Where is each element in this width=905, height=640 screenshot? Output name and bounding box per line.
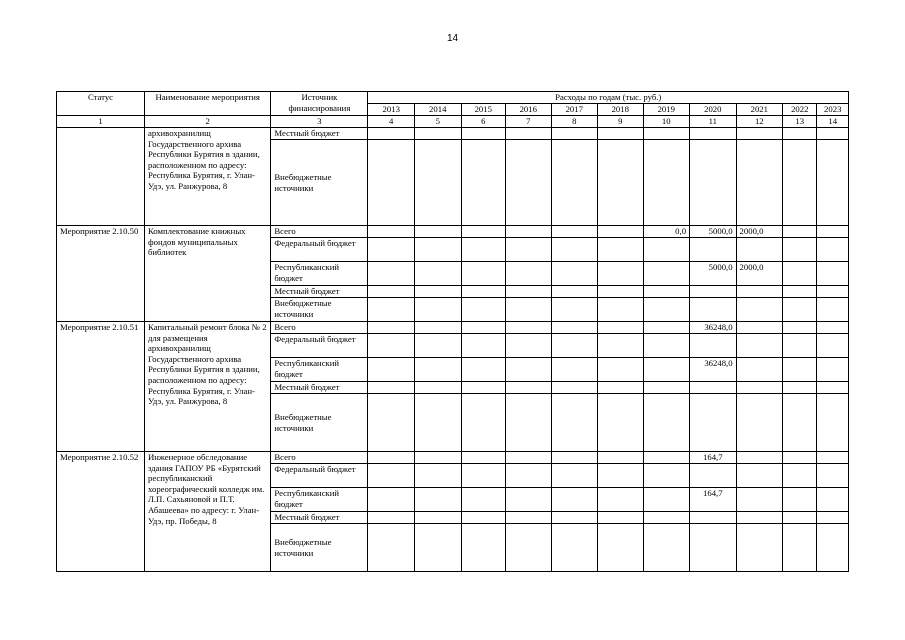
empty-cell (736, 394, 783, 452)
empty-cell (551, 524, 598, 572)
empty-cell (736, 322, 783, 334)
empty-cell (414, 358, 461, 382)
empty-cell (414, 512, 461, 524)
empty-cell (551, 322, 598, 334)
empty-cell (783, 298, 817, 322)
year-2015: 2015 (461, 104, 506, 116)
empty-cell (598, 512, 644, 524)
empty-cell (736, 286, 783, 298)
empty-cell (414, 322, 461, 334)
activity-name: архивохранилищ Государственного архива Республики Бурятия в здании, расположенном по адресу: Республика Бурятия, г. Улан-Удэ, ул. Ранжурова, 8 (144, 128, 270, 226)
empty-cell (598, 524, 644, 572)
empty-cell (598, 464, 644, 488)
source-cell: Внебюджетные источники (271, 524, 368, 572)
empty-cell (817, 382, 849, 394)
empty-cell (368, 524, 415, 572)
status-cell (57, 128, 145, 226)
empty-cell (643, 382, 690, 394)
empty-cell (551, 128, 598, 140)
empty-cell (690, 298, 737, 322)
empty-cell (368, 464, 415, 488)
empty-cell (783, 128, 817, 140)
empty-cell (598, 262, 644, 286)
empty-cell (414, 226, 461, 238)
empty-cell (598, 286, 644, 298)
source-cell: Республиканский бюджет (271, 488, 368, 512)
empty-cell (598, 358, 644, 382)
empty-cell (643, 512, 690, 524)
empty-cell (551, 488, 598, 512)
empty-cell (414, 524, 461, 572)
empty-cell (461, 262, 506, 286)
empty-cell (506, 128, 552, 140)
empty-cell (551, 286, 598, 298)
source-cell: Федеральный бюджет (271, 334, 368, 358)
empty-cell (506, 358, 552, 382)
empty-cell (461, 464, 506, 488)
empty-cell (736, 140, 783, 226)
empty-cell (690, 238, 737, 262)
empty-cell (551, 512, 598, 524)
empty-cell (368, 394, 415, 452)
col-number: 3 (271, 116, 368, 128)
empty-cell (690, 524, 737, 572)
empty-cell (506, 262, 552, 286)
empty-cell (461, 394, 506, 452)
source-cell: Внебюджетные источники (271, 298, 368, 322)
empty-cell (817, 394, 849, 452)
year-2022: 2022 (783, 104, 817, 116)
empty-cell (506, 464, 552, 488)
source-cell: Местный бюджет (271, 382, 368, 394)
empty-cell (551, 394, 598, 452)
empty-cell (461, 286, 506, 298)
empty-cell (461, 358, 506, 382)
empty-cell (783, 140, 817, 226)
empty-cell (368, 262, 415, 286)
empty-cell (817, 524, 849, 572)
empty-cell (414, 488, 461, 512)
header-row-1 (57, 92, 849, 104)
col-number: 14 (817, 116, 849, 128)
column-numbers-row (57, 116, 849, 128)
empty-cell (414, 464, 461, 488)
empty-cell (817, 512, 849, 524)
empty-cell (506, 226, 552, 238)
empty-cell (414, 262, 461, 286)
col-number: 5 (414, 116, 461, 128)
empty-cell (643, 322, 690, 334)
empty-cell (817, 452, 849, 464)
empty-cell (783, 334, 817, 358)
empty-cell (690, 394, 737, 452)
empty-cell (368, 128, 415, 140)
value-cell: 36248,0 (690, 358, 737, 382)
empty-cell (368, 382, 415, 394)
empty-cell (690, 286, 737, 298)
empty-cell (368, 452, 415, 464)
empty-cell (783, 238, 817, 262)
empty-cell (817, 464, 849, 488)
status-cell: Мероприятие 2.10.50 (57, 226, 145, 322)
col-number: 1 (57, 116, 145, 128)
empty-cell (690, 140, 737, 226)
empty-cell (551, 298, 598, 322)
empty-cell (783, 226, 817, 238)
header-expenses: Расходы по годам (тыс. руб.) (368, 92, 849, 104)
empty-cell (506, 298, 552, 322)
empty-cell (817, 128, 849, 140)
empty-cell (783, 394, 817, 452)
page-number: 14 (446, 33, 459, 44)
empty-cell (817, 238, 849, 262)
empty-cell (461, 524, 506, 572)
status-cell: Мероприятие 2.10.51 (57, 322, 145, 452)
value-cell: 2000,0 (736, 226, 783, 238)
empty-cell (506, 524, 552, 572)
empty-cell (736, 334, 783, 358)
empty-cell (598, 488, 644, 512)
empty-cell (506, 382, 552, 394)
empty-cell (414, 334, 461, 358)
empty-cell (783, 464, 817, 488)
col-number: 7 (506, 116, 552, 128)
value-cell: 5000,0 (690, 262, 737, 286)
empty-cell (551, 452, 598, 464)
year-2019: 2019 (643, 104, 690, 116)
header-status: Статус (57, 92, 145, 116)
empty-cell (817, 358, 849, 382)
empty-cell (736, 382, 783, 394)
empty-cell (506, 140, 552, 226)
empty-cell (783, 286, 817, 298)
table-row (57, 128, 849, 140)
empty-cell (414, 394, 461, 452)
empty-cell (643, 128, 690, 140)
empty-cell (461, 512, 506, 524)
source-cell: Федеральный бюджет (271, 464, 368, 488)
empty-cell (736, 358, 783, 382)
empty-cell (414, 140, 461, 226)
empty-cell (598, 452, 644, 464)
empty-cell (598, 140, 644, 226)
empty-cell (783, 262, 817, 286)
empty-cell (461, 226, 506, 238)
empty-cell (551, 238, 598, 262)
year-2023: 2023 (817, 104, 849, 116)
empty-cell (414, 238, 461, 262)
empty-cell (643, 298, 690, 322)
empty-cell (368, 334, 415, 358)
activity-name: Капитальный ремонт блока № 2 для размещения архивохранилищ Государственного архива Республики Бурятия в здании, расположенном по адресу: Республика Бурятия, г. Улан-Удэ, ул. Ранжурова, 8 (144, 322, 270, 452)
empty-cell (690, 128, 737, 140)
value-cell: 164,7 (690, 452, 737, 464)
empty-cell (461, 238, 506, 262)
empty-cell (817, 334, 849, 358)
empty-cell (783, 382, 817, 394)
empty-cell (551, 358, 598, 382)
col-number: 12 (736, 116, 783, 128)
empty-cell (506, 452, 552, 464)
empty-cell (414, 128, 461, 140)
empty-cell (817, 262, 849, 286)
empty-cell (643, 464, 690, 488)
year-2016: 2016 (506, 104, 552, 116)
col-number: 9 (598, 116, 644, 128)
empty-cell (736, 238, 783, 262)
empty-cell (506, 334, 552, 358)
empty-cell (783, 358, 817, 382)
header-name: Наименование мероприятия (144, 92, 270, 116)
empty-cell (368, 226, 415, 238)
empty-cell (783, 512, 817, 524)
empty-cell (643, 358, 690, 382)
year-2013: 2013 (368, 104, 415, 116)
empty-cell (736, 128, 783, 140)
empty-cell (643, 140, 690, 226)
empty-cell (817, 488, 849, 512)
empty-cell (736, 464, 783, 488)
source-cell: Местный бюджет (271, 128, 368, 140)
year-2021: 2021 (736, 104, 783, 116)
empty-cell (598, 334, 644, 358)
empty-cell (414, 452, 461, 464)
source-cell: Всего (271, 226, 368, 238)
empty-cell (643, 286, 690, 298)
source-cell: Местный бюджет (271, 512, 368, 524)
value-cell: 36248,0 (690, 322, 737, 334)
empty-cell (506, 512, 552, 524)
source-cell: Всего (271, 322, 368, 334)
table-row (57, 452, 849, 464)
table-row (57, 226, 849, 238)
empty-cell (506, 394, 552, 452)
empty-cell (598, 394, 644, 452)
value-cell: 0,0 (643, 226, 690, 238)
empty-cell (368, 358, 415, 382)
empty-cell (598, 322, 644, 334)
empty-cell (643, 488, 690, 512)
empty-cell (368, 488, 415, 512)
empty-cell (368, 140, 415, 226)
empty-cell (368, 298, 415, 322)
empty-cell (598, 298, 644, 322)
source-cell: Республиканский бюджет (271, 358, 368, 382)
budget-table (56, 91, 849, 572)
source-cell: Республиканский бюджет (271, 262, 368, 286)
empty-cell (368, 512, 415, 524)
empty-cell (690, 464, 737, 488)
empty-cell (736, 452, 783, 464)
empty-cell (783, 452, 817, 464)
empty-cell (783, 322, 817, 334)
empty-cell (643, 262, 690, 286)
empty-cell (643, 334, 690, 358)
year-2017: 2017 (551, 104, 598, 116)
empty-cell (783, 524, 817, 572)
source-cell: Федеральный бюджет (271, 238, 368, 262)
activity-name: Комплектование книжных фондов муниципальных библиотек (144, 226, 270, 322)
empty-cell (461, 298, 506, 322)
empty-cell (598, 226, 644, 238)
empty-cell (598, 128, 644, 140)
empty-cell (461, 488, 506, 512)
empty-cell (461, 334, 506, 358)
empty-cell (817, 322, 849, 334)
empty-cell (506, 286, 552, 298)
empty-cell (506, 488, 552, 512)
empty-cell (690, 512, 737, 524)
empty-cell (817, 140, 849, 226)
empty-cell (817, 298, 849, 322)
empty-cell (598, 382, 644, 394)
col-number: 6 (461, 116, 506, 128)
empty-cell (736, 524, 783, 572)
empty-cell (551, 464, 598, 488)
empty-cell (551, 262, 598, 286)
col-number: 4 (368, 116, 415, 128)
table-row (57, 322, 849, 334)
source-cell: Всего (271, 452, 368, 464)
empty-cell (368, 286, 415, 298)
value-cell: 2000,0 (736, 262, 783, 286)
empty-cell (817, 226, 849, 238)
empty-cell (461, 382, 506, 394)
empty-cell (817, 286, 849, 298)
empty-cell (736, 488, 783, 512)
year-2014: 2014 (414, 104, 461, 116)
empty-cell (690, 334, 737, 358)
col-number: 11 (690, 116, 737, 128)
empty-cell (736, 298, 783, 322)
col-number: 2 (144, 116, 270, 128)
empty-cell (506, 322, 552, 334)
source-cell: Внебюджетные источники (271, 140, 368, 226)
empty-cell (643, 238, 690, 262)
empty-cell (414, 298, 461, 322)
empty-cell (506, 238, 552, 262)
empty-cell (643, 394, 690, 452)
col-number: 10 (643, 116, 690, 128)
empty-cell (551, 382, 598, 394)
empty-cell (551, 140, 598, 226)
empty-cell (461, 128, 506, 140)
empty-cell (598, 238, 644, 262)
source-cell: Местный бюджет (271, 286, 368, 298)
empty-cell (461, 452, 506, 464)
header-source: Источник финансирования (271, 92, 368, 116)
empty-cell (368, 238, 415, 262)
empty-cell (690, 382, 737, 394)
value-cell: 164,7 (690, 488, 737, 512)
year-2020: 2020 (690, 104, 737, 116)
col-number: 8 (551, 116, 598, 128)
empty-cell (414, 382, 461, 394)
empty-cell (461, 140, 506, 226)
activity-name: Инженерное обследование здания ГАПОУ РБ «Бурятский республиканский хореографический колледж им. Л.П. Сахьяновой и П.Т. Абашеева» по адресу: г. Улан-Удэ, пр. Победы, 8 (144, 452, 270, 572)
empty-cell (736, 512, 783, 524)
empty-cell (643, 524, 690, 572)
empty-cell (551, 226, 598, 238)
empty-cell (368, 322, 415, 334)
empty-cell (643, 452, 690, 464)
empty-cell (783, 488, 817, 512)
col-number: 13 (783, 116, 817, 128)
status-cell: Мероприятие 2.10.52 (57, 452, 145, 572)
year-2018: 2018 (598, 104, 644, 116)
empty-cell (551, 334, 598, 358)
source-cell: Внебюджетные источники (271, 394, 368, 452)
empty-cell (461, 322, 506, 334)
value-cell: 5000,0 (690, 226, 737, 238)
empty-cell (414, 286, 461, 298)
